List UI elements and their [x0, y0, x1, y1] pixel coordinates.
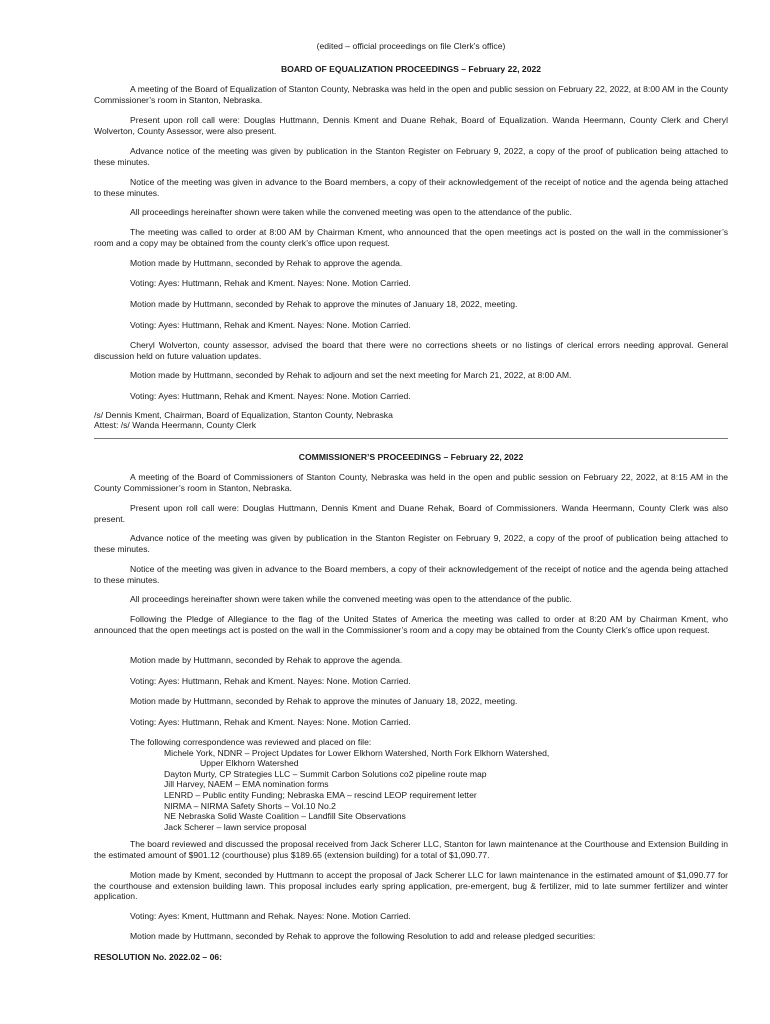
comm-paragraph-1: A meeting of the Board of Commissioners of Stanton County, Nebraska was held in the open and public session on February 22, 2022, at 8:15 AM in the County Commissioner’s room in Stanton, Nebraska. — [94, 472, 728, 493]
boe-paragraph-11: Cheryl Wolverton, county assessor, advised the board that there were no corrections sheets or no listings of clerical errors needing approval. General discussion held on future valuation updates. — [94, 340, 728, 361]
comm-paragraph-11: The board reviewed and discussed the proposal received from Jack Scherer LLC, Stanton for lawn maintenance at the Courthouse and Extension Building in the estimated amount of $901.12 (courthouse) plus $189.65 (extension building) for a total of $1,090.77. — [94, 839, 728, 860]
header-note: (edited – official proceedings on file Clerk’s office) — [316, 41, 506, 51]
comm-paragraph-8: Voting: Ayes: Huttmann, Rehak and Kment. Nayes: None. Motion Carried. — [130, 676, 411, 686]
comm-title: COMMISSIONER’S PROCEEDINGS – February 22, 2022 — [298, 452, 524, 462]
list-item: Dayton Murty, CP Strategies LLC – Summit Carbon Solutions co2 pipeline route map — [164, 768, 487, 779]
list-item: Michele York, NDNR – Project Updates for Lower Elkhorn Watershed, North Fork Elkhorn Watershed, — [164, 747, 550, 758]
boe-title: BOARD OF EQUALIZATION PROCEEDINGS – February 22, 2022 — [280, 64, 542, 74]
comm-paragraph-9: Motion made by Huttmann, seconded by Rehak to approve the minutes of January 18, 2022, meeting. — [130, 696, 518, 706]
comm-paragraph-12: Motion made by Kment, seconded by Huttmann to accept the proposal of Jack Scherer LLC for lawn maintenance in the estimated amount of $1,090.77 for the courthouse and extension building lawn. This proposal includes early spring application, pre-emergent, bug & fertilizer, mid to late summer fertilizer and winter application. — [94, 870, 728, 902]
boe-paragraph-4: Notice of the meeting was given in advance to the Board members, a copy of their acknowledgement of the receipt of notice and the agenda being attached to these minutes. — [94, 177, 728, 198]
resolution-heading: RESOLUTION No. 2022.02 – 06: — [94, 952, 222, 962]
boe-signature-chairman: /s/ Dennis Kment, Chairman, Board of Equalization, Stanton County, Nebraska — [94, 410, 393, 420]
comm-paragraph-6: Following the Pledge of Allegiance to the flag of the United States of America the meeting was called to order at 8:20 AM by Chairman Kment, who announced that the open meetings act is posted on the wall in the Commissioner’s room and a copy may be obtained from the County Clerk’s office upon request. — [94, 614, 728, 635]
comm-paragraph-10: Voting: Ayes: Huttmann, Rehak and Kment. Nayes: None. Motion Carried. — [130, 717, 411, 727]
list-item: Jack Scherer – lawn service proposal — [164, 821, 307, 832]
list-item: NE Nebraska Solid Waste Coalition – Landfill Site Observations — [164, 811, 406, 822]
comm-paragraph-4: Notice of the meeting was given in advance to the Board members, a copy of their acknowledgement of the receipt of notice and the agenda being attached to these minutes. — [94, 564, 728, 585]
boe-paragraph-3: Advance notice of the meeting was given by publication in the Stanton Register on February 9, 2022, a copy of the proof of publication being attached to these minutes. — [94, 146, 728, 167]
boe-signature-attest: Attest: /s/ Wanda Heermann, County Clerk — [94, 420, 257, 430]
comm-paragraph-5: All proceedings hereinafter shown were taken while the convened meeting was open to the attendance of the public. — [130, 594, 572, 604]
comm-paragraph-13: Voting: Ayes: Kment, Huttmann and Rehak. Nayes: None. Motion Carried. — [130, 911, 411, 921]
boe-paragraph-8: Voting: Ayes: Huttmann, Rehak and Kment. Nayes: None. Motion Carried. — [130, 278, 411, 288]
boe-paragraph-2: Present upon roll call were: Douglas Huttmann, Dennis Kment and Duane Rehak, Board of Equalization. Wanda Heermann, County Clerk and Cheryl Wolverton, County Assessor, were also present. — [94, 115, 728, 136]
boe-paragraph-6: The meeting was called to order at 8:00 AM by Chairman Kment, who announced that the open meetings act is posted on the wall in the commissioner’s room and a copy may be obtained from the county clerk’s office upon request. — [94, 227, 728, 248]
list-item: LENRD – Public entity Funding; Nebraska EMA – rescind LEOP requirement letter — [164, 789, 477, 800]
boe-paragraph-1: A meeting of the Board of Equalization of Stanton County, Nebraska was held in the open and public session on February 22, 2022, at 8:00 AM in the County Commissioner’s room in Stanton, Nebraska. — [94, 84, 728, 105]
section-divider — [94, 438, 728, 439]
boe-paragraph-5: All proceedings hereinafter shown were taken while the convened meeting was open to the attendance of the public. — [130, 207, 572, 217]
boe-paragraph-7: Motion made by Huttmann, seconded by Rehak to approve the agenda. — [130, 258, 403, 268]
correspondence-list — [130, 737, 730, 832]
correspondence-intro: The following correspondence was reviewed and placed on file: — [130, 737, 372, 747]
comm-paragraph-14: Motion made by Huttmann, seconded by Rehak to approve the following Resolution to add and release pledged securities: — [130, 931, 596, 941]
list-item: NIRMA – NIRMA Safety Shorts – Vol.10 No.2 — [164, 800, 336, 811]
boe-paragraph-10: Voting: Ayes: Huttmann, Rehak and Kment. Nayes: None. Motion Carried. — [130, 320, 411, 330]
list-item: Upper Elkhorn Watershed — [200, 758, 299, 769]
comm-paragraph-3: Advance notice of the meeting was given by publication in the Stanton Register on February 9, 2022, a copy of the proof of publication being attached to these minutes. — [94, 533, 728, 554]
boe-paragraph-13: Voting: Ayes: Huttmann, Rehak and Kment. Nayes: None. Motion Carried. — [130, 391, 411, 401]
comm-paragraph-2: Present upon roll call were: Douglas Huttmann, Dennis Kment and Duane Rehak, Board of Commissioners. Wanda Heermann, County Clerk was also present. — [94, 503, 728, 524]
list-item: Jill Harvey, NAEM – EMA nomination forms — [164, 779, 329, 790]
boe-paragraph-12: Motion made by Huttmann, seconded by Rehak to adjourn and set the next meeting for March 21, 2022, at 8:00 AM. — [130, 370, 572, 380]
boe-paragraph-9: Motion made by Huttmann, seconded by Rehak to approve the minutes of January 18, 2022, meeting. — [130, 299, 518, 309]
comm-paragraph-7: Motion made by Huttmann, seconded by Rehak to approve the agenda. — [130, 655, 403, 665]
